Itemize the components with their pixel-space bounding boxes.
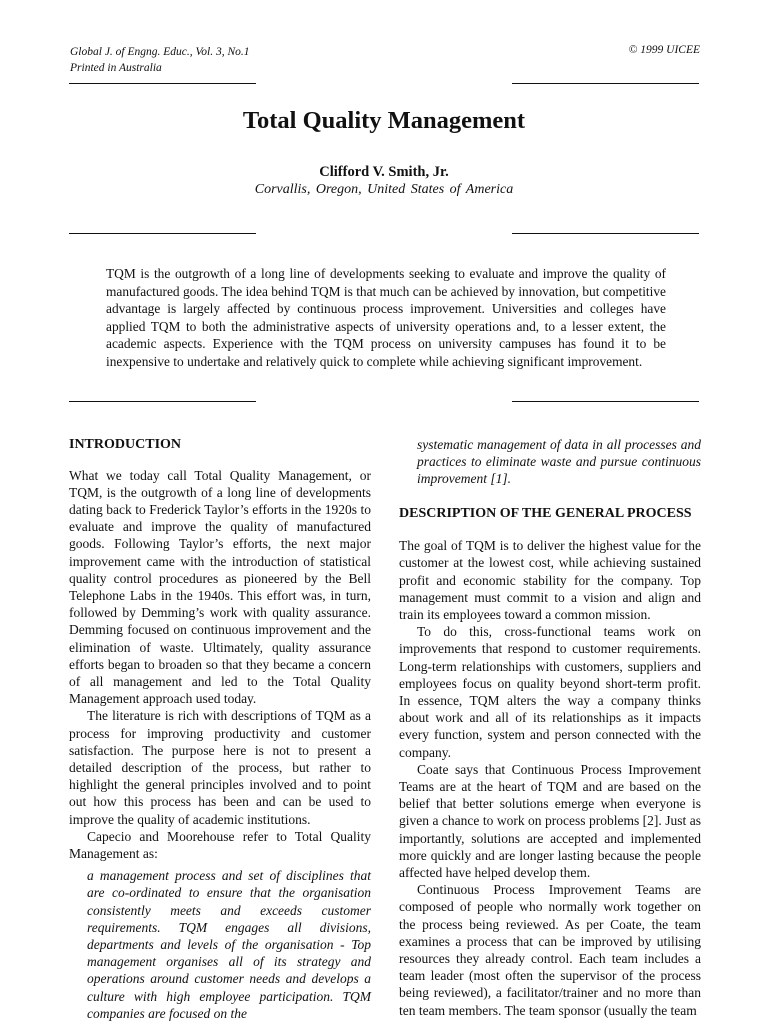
block-quote: a management process and set of disciplines that are co-ordinated to ensure that the organisation consistently meets and exceeds customer requirements. TQM engages all divisions, departments and levels of the organisation - Top management organises all of its strategy and operations around customer needs and develops a culture with high employee participation. TQM companies are focused on the xyxy=(87,868,371,1021)
abstract-rule-top-left xyxy=(69,233,256,234)
header-rule-left xyxy=(69,83,256,84)
section-heading-general-process: DESCRIPTION OF THE GENERAL PROCESS xyxy=(399,505,692,521)
journal-citation xyxy=(70,44,250,76)
paragraph: Continuous Process Improvement Teams are composed of people who normally work together on the process being reviewed. As per Coate, the team examines a process that can be improved by utilising resources they already control. Each team includes a team leader (most often the supervisor of the process being reviewed), a facilitator/trainer and no more than ten team members. The team sponsor (usually the team xyxy=(399,882,701,1018)
paragraph: The literature is rich with descriptions of TQM as a process for improving productivity and customer satisfaction. The purpose here is not to present a detailed description of the process, but rather to highlight the general principles involved and to point out how this process has been and can be used to improve the quality of academic institutions. xyxy=(69,708,371,827)
abstract-rule-bottom-right xyxy=(512,401,699,402)
right-column xyxy=(399,436,701,1019)
abstract-rule-bottom-left xyxy=(69,401,256,402)
block-quote-continued: systematic management of data in all processes and practices to eliminate waste and pursue continuous improvement [1]. xyxy=(417,437,701,487)
paragraph: To do this, cross-functional teams work on improvements that respond to customer requirements. Long-term relationships with customers, suppliers and employees focus on quality beyond short-term profit. In essence, TQM alters the way a company thinks about work and all of its relationships as it impacts every function, system and person connected with the company. xyxy=(399,624,701,760)
header-rule-right xyxy=(512,83,699,84)
paragraph: Capecio and Moorehouse refer to Total Quality Management as: xyxy=(69,828,371,861)
abstract: TQM is the outgrowth of a long line of developments seeking to evaluate and improve the quality of manufactured goods. The idea behind TQM is that much can be achieved by innovation, but competitive advantage is largely affected by continuous process improvement. Universities and colleges have applied TQM to both the administrative aspects of university operations and, to a lesser extent, the academic aspects. Experience with the TQM process on university campuses has found it to be inexpensive to undertake and relatively quick to complete while achieving significant improvement. xyxy=(106,266,666,369)
paper-title: Total Quality Management xyxy=(242,107,526,134)
abstract-rule-top-right xyxy=(512,233,699,234)
paragraph: Coate says that Continuous Process Improvement Teams are at the heart of TQM and are based on the belief that better solutions emerge when everyone is given a chance to work on process problems [2]. Just as importantly, solutions are accepted and implemented more quickly and are longer lasting because the people affected have helped develop them. xyxy=(399,761,701,880)
copyright-notice: © 1999 UICEE xyxy=(628,44,700,56)
author-affiliation: Corvallis, Oregon, United States of America xyxy=(254,182,514,197)
left-column xyxy=(69,436,371,1022)
paragraph: What we today call Total Quality Management, or TQM, is the outgrowth of a long line of developments dating back to Frederick Taylor’s efforts in the 1920s to evaluate and improve the quality of manufactured goods. Following Taylor’s efforts, the next major improvement came with the introduction of statistical quality control procedures as pioneered by the Bell Telephone Labs in the 1940s. This effort was, in turn, followed by Demming’s work with quality assurance. Demming focused on continuous improvement and the elimination of waste. Ultimately, quality assurance efforts began to broaden so that they became a concern of all management and led to the Total Quality Management approach used today. xyxy=(69,467,371,707)
section-heading-introduction: INTRODUCTION xyxy=(69,437,182,452)
paragraph: The goal of TQM is to deliver the highest value for the customer at the lowest cost, while achieving sustained profit and economic stability for the company. Top management must commit to a vision and align and train its employees toward a common mission. xyxy=(399,538,701,622)
author-name: Clifford V. Smith, Jr. xyxy=(319,164,449,180)
journal-line-1: Global J. of Engng. Educ., Vol. 3, No.1 xyxy=(70,46,250,58)
journal-line-2: Printed in Australia xyxy=(70,62,162,74)
